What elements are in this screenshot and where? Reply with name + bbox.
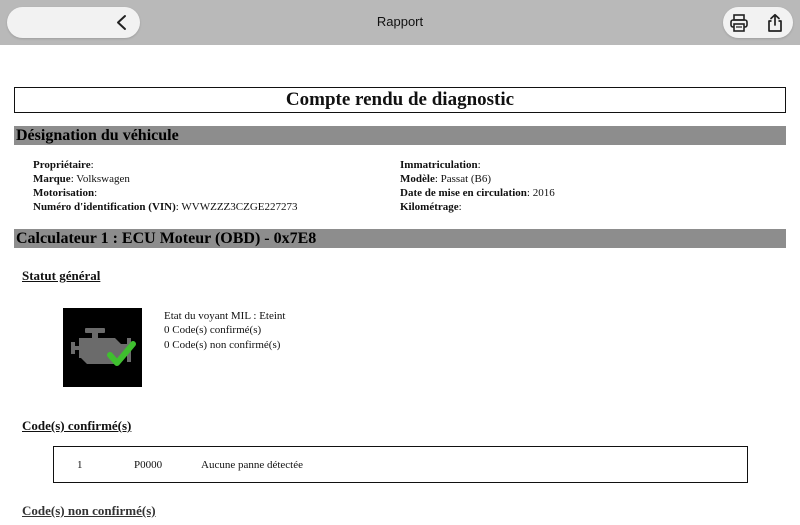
- status-heading: Statut général: [22, 268, 101, 283]
- actions-group: [723, 7, 793, 38]
- mil-status: Etat du voyant MIL : Eteint: [164, 310, 286, 322]
- confirmed-codes-table: [53, 446, 748, 483]
- unconfirmed-codes-heading: Code(s) non confirmé(s): [22, 503, 156, 518]
- brand-field: Marque: Volkswagen: [33, 173, 130, 185]
- printer-icon[interactable]: [729, 13, 749, 33]
- vehicle-section-heading: Désignation du véhicule: [14, 126, 786, 145]
- engine-check-icon: [63, 308, 142, 387]
- date-field: Date de mise en circulation: 2016: [400, 187, 555, 199]
- code-value: P0000: [134, 459, 163, 471]
- model-field: Modèle: Passat (B6): [400, 173, 492, 185]
- report-title: Compte rendu de diagnostic: [14, 87, 786, 113]
- vin-field: Numéro d'identification (VIN): WVWZZZ3CZGE227273: [33, 201, 298, 213]
- share-icon[interactable]: [765, 13, 785, 33]
- owner-field: Propriétaire:: [33, 159, 94, 171]
- engine-field: Motorisation:: [33, 187, 98, 199]
- ecu-section-heading: Calculateur 1 : ECU Moteur (OBD) - 0x7E8: [14, 229, 786, 248]
- mileage-field: Kilométrage:: [400, 201, 462, 213]
- plate-field: Immatriculation:: [400, 159, 481, 171]
- unconfirmed-count: 0 Code(s) non confirmé(s): [164, 338, 281, 351]
- confirmed-codes-heading: Code(s) confirmé(s): [22, 418, 132, 433]
- confirmed-count: 0 Code(s) confirmé(s): [164, 324, 262, 337]
- top-bar: [0, 0, 800, 45]
- status-lines: [164, 309, 285, 352]
- page-title: Rapport: [376, 14, 424, 29]
- code-index: 1: [77, 459, 83, 471]
- code-description: Aucune panne détectée: [201, 459, 303, 471]
